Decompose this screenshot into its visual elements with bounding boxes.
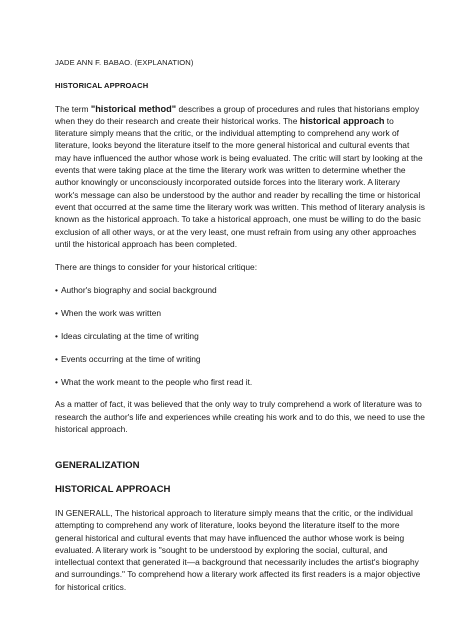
conclusion-paragraph: As a matter of fact, it was believed that the only way to truly comprehend a work of literature was to research the author's life and experiences while creating his work and to do this, we need to use the historical approach. (55, 399, 425, 435)
list-item-text: When the work was written (60, 308, 162, 319)
intro-text-1: The term (55, 103, 91, 114)
consider-intro: There are things to consider for your historical critique: (55, 262, 258, 273)
bullet-icon: • (55, 285, 58, 296)
generalization-subheading: HISTORICAL APPROACH (55, 483, 171, 495)
list-item (55, 353, 425, 365)
bullet-icon: • (55, 308, 58, 319)
list-item (55, 307, 425, 319)
section-spacer (55, 446, 425, 460)
section-heading: HISTORICAL APPROACH (55, 81, 149, 91)
list-item-text: What the work meant to the people who first read it. (60, 376, 253, 387)
list-item (55, 284, 425, 296)
list-item (55, 330, 425, 342)
bullet-icon: • (55, 331, 58, 342)
author-line: JADE ANN F. BABAO. (EXPLANATION) (55, 58, 194, 67)
list-item (55, 376, 425, 388)
intro-paragraph (55, 103, 425, 251)
bullet-icon: • (55, 376, 58, 387)
term-historical-method: "historical method" (90, 103, 177, 114)
generalization-paragraph: IN GENERALL, The historical approach to literature simply means that the critic, or the individual attempting to comprehend any work of literature, looks beyond the literature itself to the more general historical and cultural events that may have influenced the author whose work is being evaluated. A literary work is "sought to be understood by exploring the social, cultural, and intellectual context that generated it—a background that necessarily includes the artist's biography and surroundings." To comprehend how a literary work affected its first readers is a major objective for historical critics. (55, 507, 421, 592)
bullet-icon: • (55, 353, 58, 364)
intro-text-2: describes a group of procedures and rules that historians employ when they do their research and create their historical works. The (55, 103, 420, 126)
list-item-text: Ideas circulating at the time of writing (60, 331, 199, 342)
list-item-text: Events occurring at the time of writing (60, 353, 201, 364)
generalization-heading: GENERALIZATION (55, 460, 140, 472)
list-item-text: Author's biography and social background (60, 285, 217, 296)
term-historical-approach: historical approach (299, 115, 385, 126)
document-body (55, 57, 425, 604)
bullet-list (55, 284, 425, 387)
intro-text-3: to literature simply means that the critic, or the individual attempting to comprehend any work of literature, looks beyond the literature itself to the more general historical and cultural events that may have influenced the author whose work is being evaluated. The critic will start by looking at the events that were taking place at the time the literary work was written to determine whether the author knowingly or unconsciously incorporated outside forces into the literary work. A literary work's message can also be understood by the author and reader by recalling the time or historical event that occurred at the same time the literary work was written. This method of literary analysis is known as the historical approach. To take a historical approach, one must be willing to do the basic exclusion of all other ways, or at the very least, one must refrain from using any other approaches until the historical approach has been completed. (55, 115, 425, 249)
